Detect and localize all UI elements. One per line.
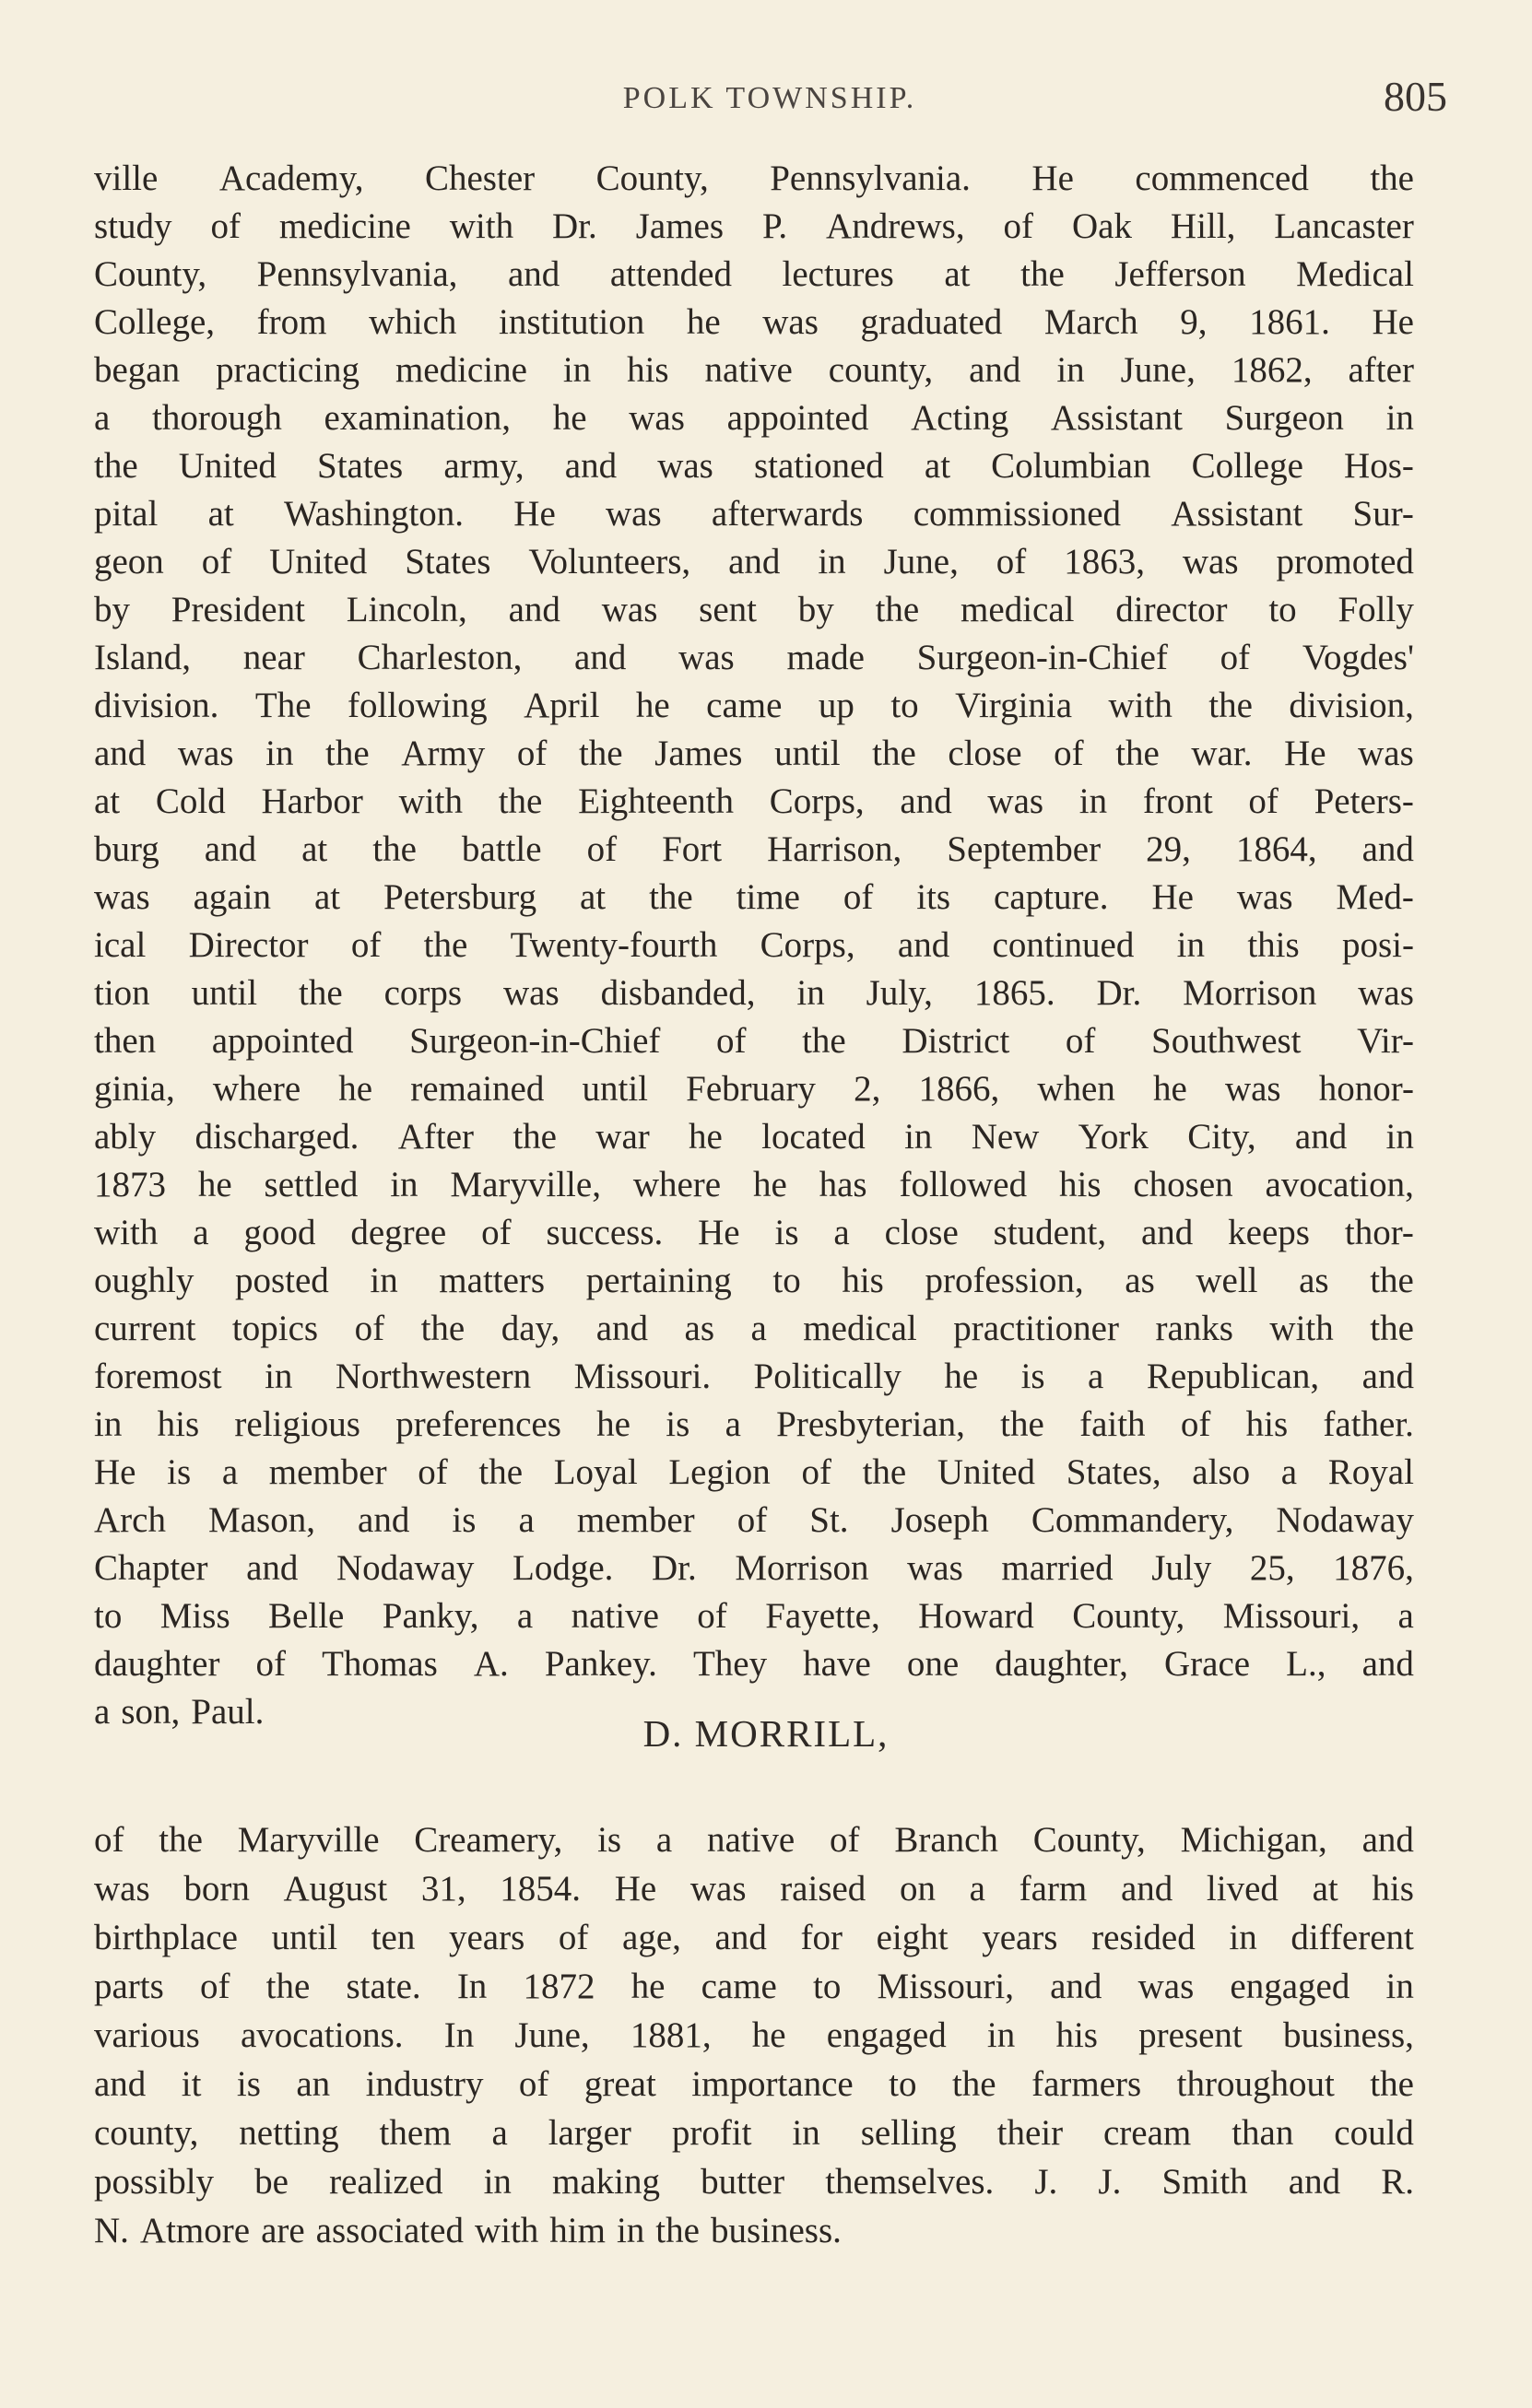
section1-line: daughter of Thomas A. Pankey. They have one daughter, Grace L., and bbox=[94, 1644, 1414, 1684]
section2-line: was born August 31, 1854. He was raised on a farm and lived at his bbox=[94, 1869, 1414, 1909]
section1-line: a son, Paul. bbox=[94, 1692, 265, 1732]
section1-line: and was in the Army of the James until the close of the war. He was bbox=[94, 734, 1414, 773]
section1-line: by President Lincoln, and was sent by the medical director to Folly bbox=[94, 590, 1414, 629]
section2-line: and it is an industry of great importance to the farmers throughout the bbox=[94, 2064, 1414, 2104]
section1-line: ginia, where he remained until February 2, 1866, when he was honor- bbox=[94, 1069, 1414, 1109]
section1-line: study of medicine with Dr. James P. Andrews, of Oak Hill, Lancaster bbox=[94, 206, 1414, 246]
section2-line: of the Maryville Creamery, is a native of Branch County, Michigan, and bbox=[94, 1820, 1414, 1860]
section1-line: the United States army, and was stationed at Columbian College Hos- bbox=[94, 446, 1414, 486]
section2-line: possibly be realized in making butter themselves. J. J. Smith and R. bbox=[94, 2162, 1414, 2202]
section2-line: county, netting them a larger profit in selling their cream than could bbox=[94, 2113, 1414, 2153]
section1-line: Chapter and Nodaway Lodge. Dr. Morrison was married July 25, 1876, bbox=[94, 1548, 1414, 1588]
section1-line: in his religious preferences he is a Presbyterian, the faith of his father. bbox=[94, 1404, 1414, 1444]
section1-line: ical Director of the Twenty-fourth Corps, and continued in this posi- bbox=[94, 925, 1414, 965]
section1-line: oughly posted in matters pertaining to his profession, as well as the bbox=[94, 1261, 1414, 1300]
section1-line: He is a member of the Loyal Legion of the United States, also a Royal bbox=[94, 1452, 1414, 1492]
section1-line: College, from which institution he was graduated March 9, 1861. He bbox=[94, 302, 1414, 342]
section1-line: current topics of the day, and as a medical practitioner ranks with the bbox=[94, 1309, 1414, 1348]
section1-line: to Miss Belle Panky, a native of Fayette, Howard County, Missouri, a bbox=[94, 1596, 1414, 1636]
section2-line: N. Atmore are associated with him in the business. bbox=[94, 2211, 842, 2250]
section1-line: burg and at the battle of Fort Harrison, September 29, 1864, and bbox=[94, 829, 1414, 869]
section1-line: pital at Washington. He was afterwards commissioned Assistant Sur- bbox=[94, 494, 1414, 534]
section1-line: ville Academy, Chester County, Pennsylvania. He commenced the bbox=[94, 159, 1414, 198]
section1-line: then appointed Surgeon-in-Chief of the District of Southwest Vir- bbox=[94, 1021, 1414, 1061]
morrill-biography bbox=[94, 1815, 1414, 2255]
section1-line: began practicing medicine in his native county, and in June, 1862, after bbox=[94, 350, 1414, 390]
morrison-biography bbox=[94, 155, 1414, 1736]
section1-line: was again at Petersburg at the time of its capture. He was Med- bbox=[94, 877, 1414, 917]
section2-line: parts of the state. In 1872 he came to Missouri, and was engaged in bbox=[94, 1967, 1414, 2006]
section1-line: geon of United States Volunteers, and in June, of 1863, was promoted bbox=[94, 542, 1414, 581]
section1-line: ably discharged. After the war he located in New York City, and in bbox=[94, 1117, 1414, 1157]
section-heading: D. MORRILL, bbox=[642, 1712, 890, 1755]
section1-line: foremost in Northwestern Missouri. Politically he is a Republican, and bbox=[94, 1357, 1414, 1396]
section1-line: with a good degree of success. He is a close student, and keeps thor- bbox=[94, 1213, 1414, 1252]
section2-line: various avocations. In June, 1881, he engaged in his present business, bbox=[94, 2015, 1414, 2055]
section1-line: tion until the corps was disbanded, in July, 1865. Dr. Morrison was bbox=[94, 973, 1414, 1013]
page-number: 805 bbox=[1384, 73, 1447, 120]
section1-line: Island, near Charleston, and was made Surgeon-in-Chief of Vogdes' bbox=[94, 638, 1414, 677]
section1-line: at Cold Harbor with the Eighteenth Corps, and was in front of Peters- bbox=[94, 781, 1414, 821]
running-head bbox=[92, 72, 1447, 123]
section1-line: 1873 he settled in Maryville, where he has followed his chosen avocation, bbox=[94, 1165, 1414, 1204]
section1-line: Arch Mason, and is a member of St. Joseph Commandery, Nodaway bbox=[94, 1500, 1414, 1540]
section2-line: birthplace until ten years of age, and for eight years resided in different bbox=[94, 1918, 1414, 1957]
section1-line: a thorough examination, he was appointed Acting Assistant Surgeon in bbox=[94, 398, 1414, 438]
running-title: POLK TOWNSHIP. bbox=[622, 81, 917, 115]
section1-line: County, Pennsylvania, and attended lectures at the Jefferson Medical bbox=[94, 254, 1414, 294]
section1-line: division. The following April he came up to Virginia with the division, bbox=[94, 686, 1414, 725]
